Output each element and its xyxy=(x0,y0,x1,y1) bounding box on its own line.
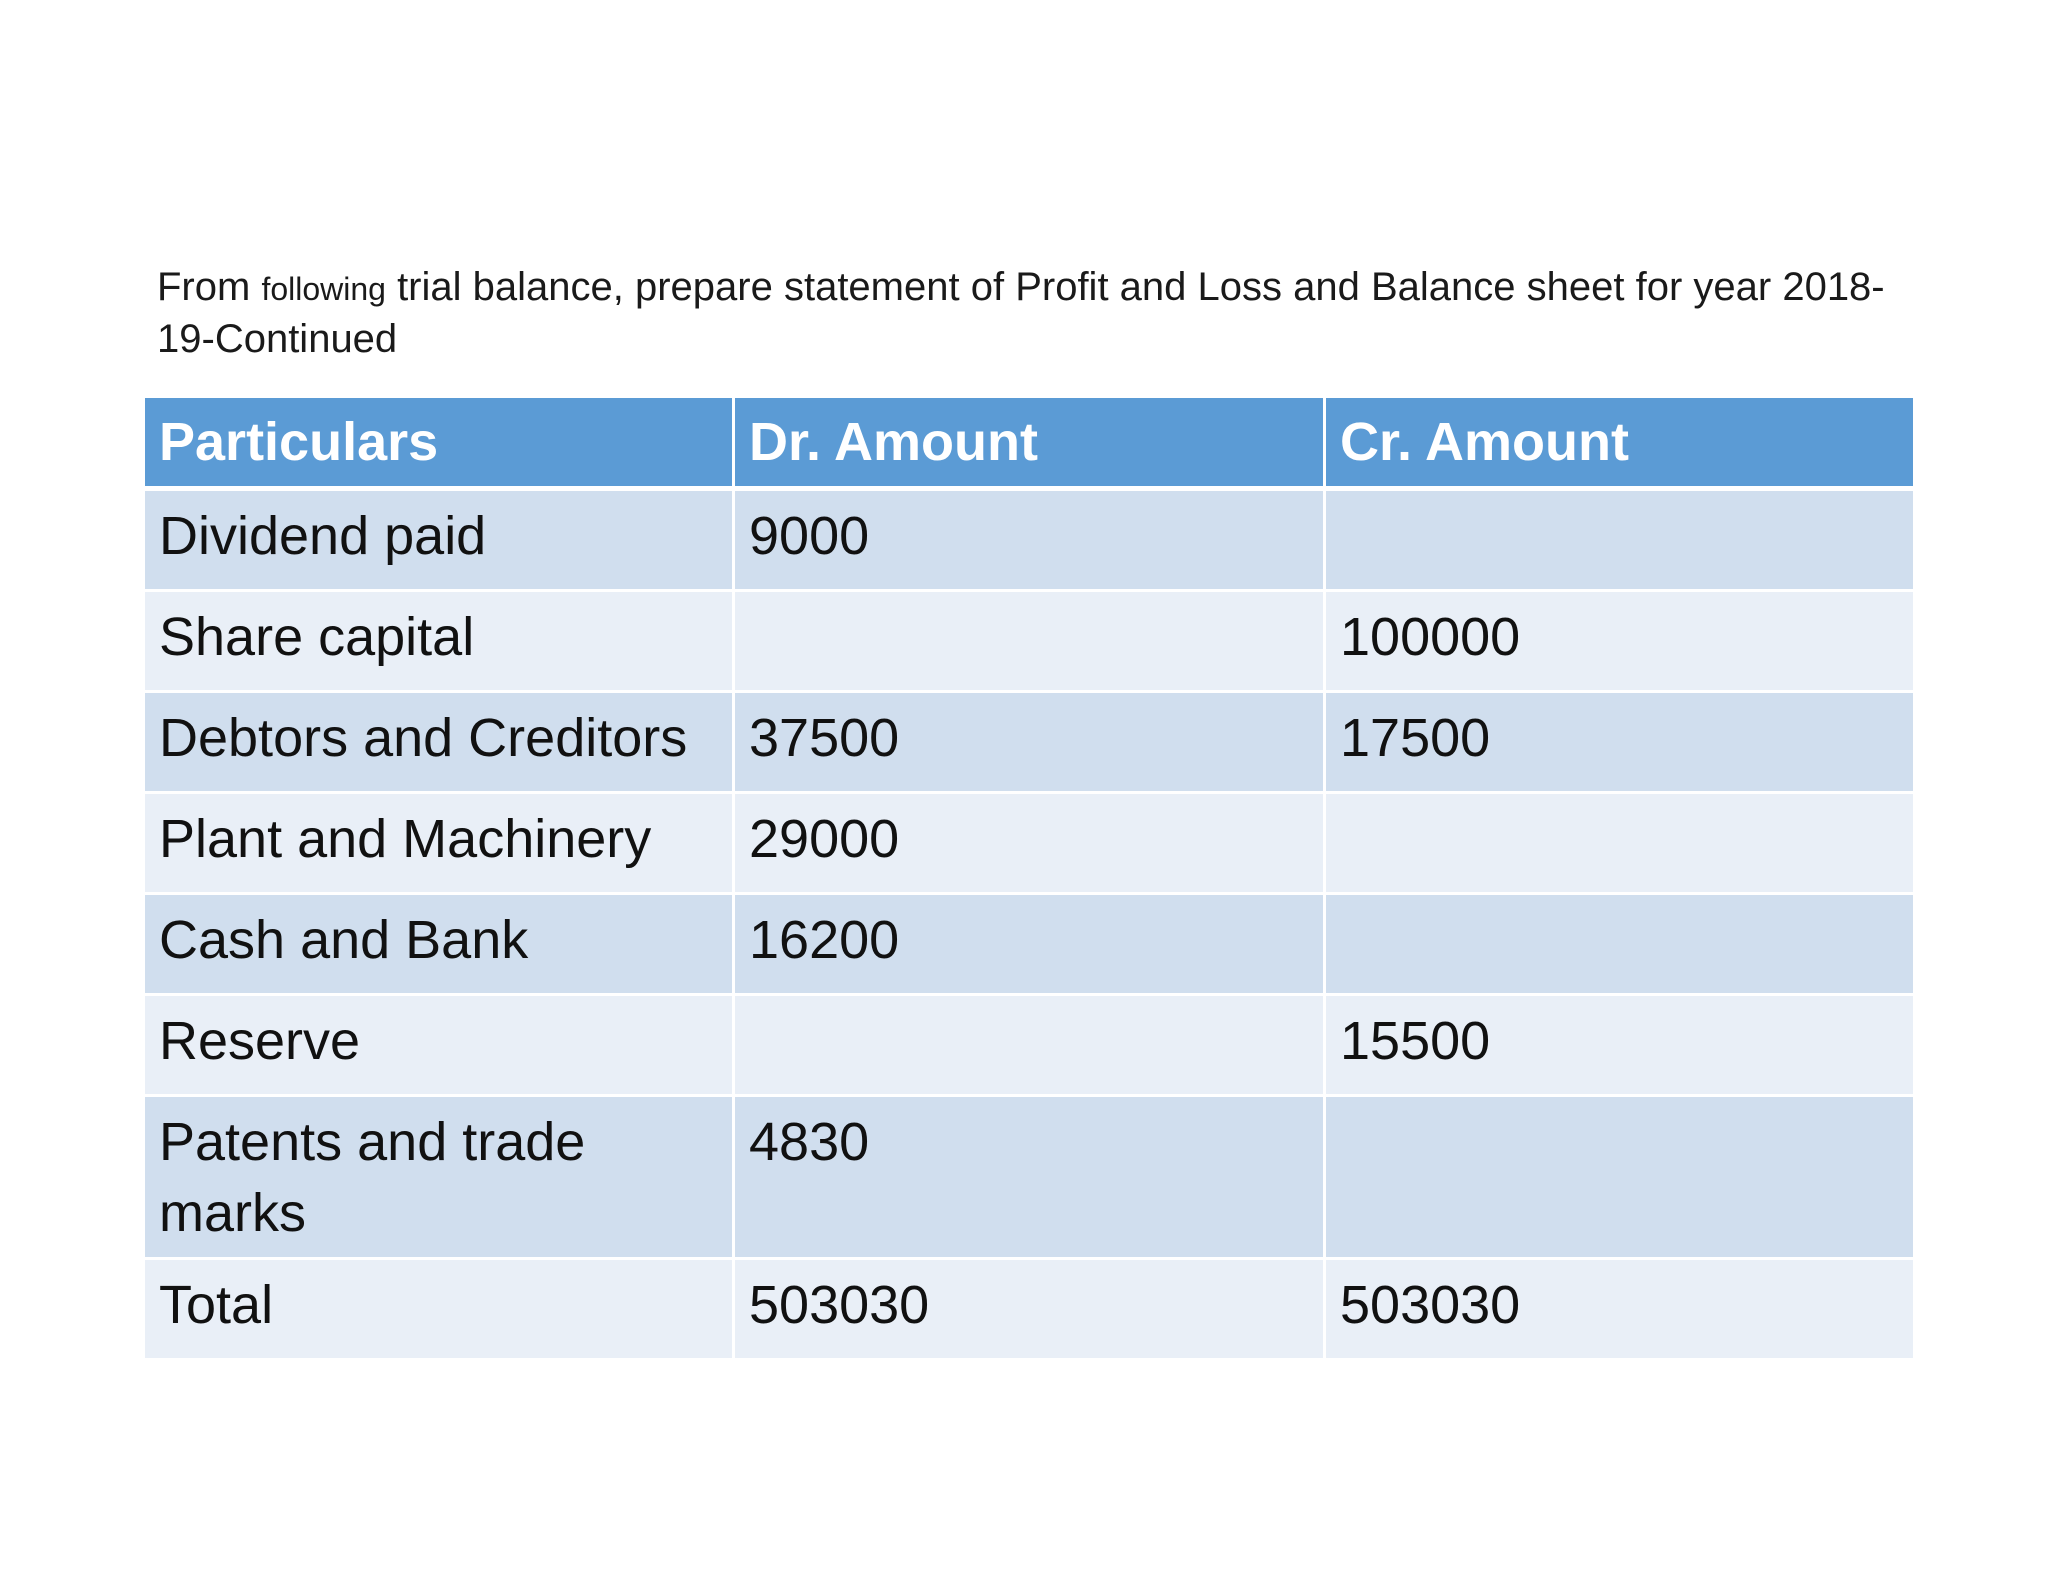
table-row-total xyxy=(144,1259,1915,1360)
table-row xyxy=(144,591,1915,692)
cell-particulars: Total xyxy=(144,1259,734,1360)
cell-cr-amount: 15500 xyxy=(1325,995,1915,1096)
table-header-row xyxy=(144,398,1915,489)
cell-particulars: Reserve xyxy=(144,995,734,1096)
cell-dr-amount: 29000 xyxy=(734,793,1325,894)
table-row xyxy=(144,894,1915,995)
cell-cr-amount xyxy=(1325,793,1915,894)
cell-particulars: Dividend paid xyxy=(144,489,734,591)
cell-dr-amount: 9000 xyxy=(734,489,1325,591)
cell-cr-amount: 100000 xyxy=(1325,591,1915,692)
cell-cr-amount: 503030 xyxy=(1325,1259,1915,1360)
cell-particulars: Debtors and Creditors xyxy=(144,692,734,793)
cell-cr-amount xyxy=(1325,894,1915,995)
header-dr-amount: Dr. Amount xyxy=(734,398,1325,489)
header-cr-amount: Cr. Amount xyxy=(1325,398,1915,489)
question-part-2: following xyxy=(261,271,386,307)
cell-dr-amount: 503030 xyxy=(734,1259,1325,1360)
trial-balance-table xyxy=(142,398,1916,1361)
table-row xyxy=(144,489,1915,591)
cell-dr-amount xyxy=(734,591,1325,692)
cell-cr-amount xyxy=(1325,1096,1915,1259)
question-part-1: From xyxy=(157,265,262,309)
cell-particulars: Cash and Bank xyxy=(144,894,734,995)
question-text xyxy=(157,262,1917,364)
table-row xyxy=(144,995,1915,1096)
table-row xyxy=(144,692,1915,793)
table-row xyxy=(144,1096,1915,1259)
cell-particulars: Share capital xyxy=(144,591,734,692)
cell-cr-amount xyxy=(1325,489,1915,591)
header-particulars: Particulars xyxy=(144,398,734,489)
cell-dr-amount: 4830 xyxy=(734,1096,1325,1259)
cell-cr-amount: 17500 xyxy=(1325,692,1915,793)
cell-dr-amount: 16200 xyxy=(734,894,1325,995)
cell-dr-amount: 37500 xyxy=(734,692,1325,793)
question-part-3: trial balance, prepare statement of Profit and Loss and Balance sheet for year 2018-19-Continued xyxy=(157,265,1885,361)
cell-particulars: Plant and Machinery xyxy=(144,793,734,894)
cell-dr-amount xyxy=(734,995,1325,1096)
cell-particulars: Patents and trade marks xyxy=(144,1096,734,1259)
table-row xyxy=(144,793,1915,894)
